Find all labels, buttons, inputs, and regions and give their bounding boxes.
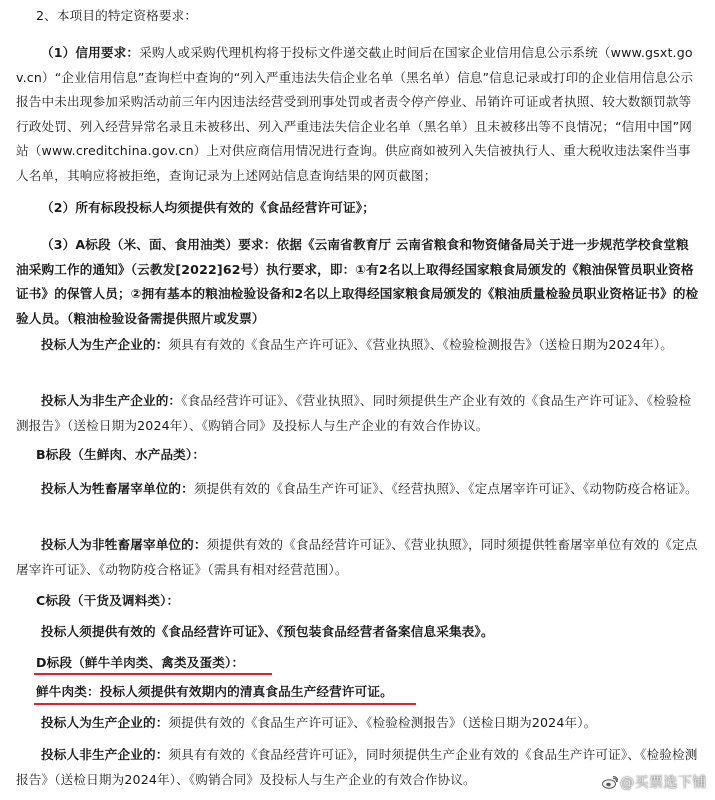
lot-a-producer-paragraph <box>16 333 700 358</box>
lot-d-producer-label: 投标人为生产企业的： <box>41 715 169 730</box>
lot-c-requirement: 投标人须提供有效的《食品经营许可证》、《预包装食品经营者备案信息采集表》。 <box>41 624 494 639</box>
lot-c-heading: C标段（干货及调料类）： <box>36 593 180 608</box>
section-heading: 2、本项目的特定资格要求： <box>36 8 198 23</box>
lot-b-heading: B标段（生鲜肉、水产品类）： <box>36 447 206 462</box>
lot-b-nonslaughter-text: 须提供有效的《食品经营许可证》、《营业执照》，同时须提供牲畜屠宰单位有效的《定点屠宰许可证》、《动物防疫合格证》（需具有相对经营范围）。 <box>16 537 698 577</box>
lot-a-requirement: （3）A标段（米、面、食用油类）要求：依据《云南省教育厅 云南省粮食和物资储备局关于进一步规范学校食堂粮油采购工作的通知》（云教发[2022]62号）执行要求，即：①有2名以上取得经国家粮食局颁发的《粮油保管员职业资格证书》的保管人员；②拥有基本的粮油检验设备和2名以上取得经国家粮食局颁发的《粮油质量检验员职业资格证书》的检验人员。（粮油检验设备需提供照片或发票） <box>16 237 699 326</box>
lot-d-nonproducer-paragraph <box>16 743 700 792</box>
credit-requirement-label: （1）信用要求： <box>41 45 140 60</box>
watermark-text: @买票选下铺 <box>620 775 707 791</box>
lot-a-nonproducer-paragraph <box>16 389 700 438</box>
lot-d-nonproducer-label: 投标人非生产企业的： <box>41 747 169 762</box>
food-license-requirement: （2）所有标段投标人均须提供有效的《食品经营许可证》； <box>41 200 375 215</box>
lot-b-slaughter-paragraph <box>16 477 700 502</box>
credit-requirement-paragraph <box>16 41 700 188</box>
lot-d-heading: D标段（鲜牛羊肉类、禽类及蛋类）： <box>36 655 245 670</box>
lot-d-beef-requirement: 鲜牛肉类：投标人须提供有效期内的清真食品生产经营许可证。 <box>36 684 393 699</box>
lot-a-nonproducer-text: 《食品经营许可证》、《营业执照》、同时须提供生产企业有效的《食品生产许可证》、《检验检测报告》（送检日期为2024年）、《购销合同》及投标人与生产企业的有效合作协议。 <box>16 393 692 433</box>
lot-d-nonproducer-text: 须具有有效的《食品经营许可证》，同时须提供生产企业有效的《食品生产许可证》、《检验检测报告》（送检日期为2024年）、《购销合同》及投标人与生产企业的有效合作协议。 <box>16 747 698 787</box>
watermark <box>602 772 707 792</box>
lot-b-slaughter-label: 投标人为牲畜屠宰单位的： <box>41 481 194 496</box>
lot-d-producer-text: 须提供有效的《食品生产许可证》、《检验检测报告》（送检日期为2024年）。 <box>168 715 597 730</box>
lot-d-producer-paragraph <box>16 711 700 736</box>
lot-d-heading-underline <box>34 673 272 675</box>
weibo-icon <box>602 776 618 789</box>
lot-b-nonslaughter-label: 投标人为非牲畜屠宰单位的： <box>41 537 207 552</box>
lot-b-slaughter-text: 须提供有效的《食品生产许可证》、《经营执照》、《定点屠宰许可证》、《动物防疫合格证》。 <box>193 481 698 496</box>
lot-a-producer-text: 须具有有效的《食品生产许可证》、《营业执照》、《检验检测报告》（送检日期为2024年）。 <box>168 337 674 352</box>
lot-a-nonproducer-label: 投标人为非生产企业的： <box>41 393 182 408</box>
credit-requirement-text: 采购人或采购代理机构将于投标文件递交截止时间后在国家企业信用信息公示系统（www.gsxt.gov.cn）“企业信用信息”查询栏中查询的“列入严重违法失信企业名单（黑名单）信息”信息记录或打印的企业信用信息公示报告中未出现参加采购活动前三年内因违法经营受到刑事处罚或者责令停产停业、吊销许可证或者执照、较大数额罚款等行政处罚、列入经营异常名录且未被移出、列入严重违法失信企业名单（黑名单）且未被移出等不良情况；“信用中国”网站（www.creditchina.gov.cn）上对供应商信用情况进行查询。供应商如被列入失信被执行人、重大税收违法案件当事人名单，其响应将被拒绝，查询记录为上述网站信息查询结果的网页截图； <box>16 45 694 183</box>
lot-b-nonslaughter-paragraph <box>16 533 700 582</box>
lot-a-producer-label: 投标人为生产企业的： <box>41 337 169 352</box>
lot-d-beef-underline <box>34 703 416 705</box>
